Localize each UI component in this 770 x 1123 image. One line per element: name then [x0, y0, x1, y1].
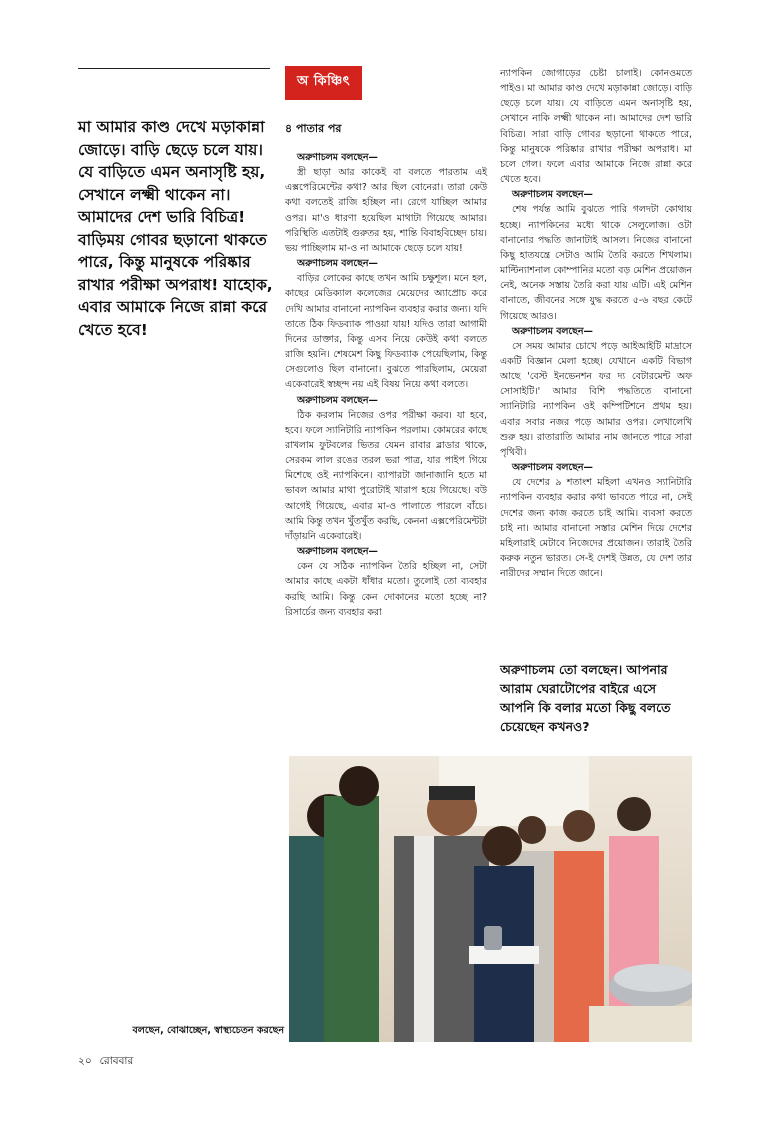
speaker-label: অরুণাচলম বলছেন—	[297, 546, 378, 558]
article-paragraph: শেষ পর্যন্ত আমি বুঝতে পারি গলদটা কোথায় হচ্ছে। ন্যাপকিনের মধ্যে থাকে সেলুলোজ। ওটা বানানোর পদ্ধতি জানাটাই আসল। নিজের বানানো কিছু হাতযন্ত্রে সেটাও আমি তৈরি করতে শিখলাম। মাল্টিন্যাশনাল কোম্পানির মতো বড় মেশিন প্রয়োজন নেই, অনেক সস্তায় তৈরি করা যায় এটি। এই মেশিন বানাতে, জীবনের সঙ্গে যুদ্ধ করতে ৫-৬ বছর কেটে গিয়েছে আরও।	[500, 204, 692, 322]
article-column-2	[500, 66, 692, 581]
speaker-label: অরুণাচলম বলছেন—	[297, 394, 378, 406]
publication-name: রোববার	[99, 1055, 134, 1067]
article-column-1	[285, 150, 487, 620]
speaker-label: অরুণাচলম বলছেন—	[297, 258, 378, 270]
speaker-label: অরুণাচলম বলছেন—	[297, 152, 378, 163]
pull-quote: মা আমার কাণ্ড দেখে মড়াকান্না জোড়ে। বাড়ি ছেড়ে চলে যায়। যে বাড়িতে এমন অনাসৃষ্টি হয়, সেখানে লক্ষ্মী থাকেন না। আমাদের দেশ ভারি বিচিত্র! বাড়িময় গোবর ছড়ানো থাকতে পারে, কিন্তু মানুষকে পরিষ্কার রাখার পরীক্ষা অপরাধ! যাহোক, এবার আমাকে নিজে রান্না করে খেতে হবে!	[78, 118, 273, 339]
continued-from-label: ৪ পাতার পর	[285, 122, 342, 135]
speaker-label: অরুণাচলম বলছেন—	[512, 462, 593, 474]
closing-question: অরুণাচলম তো বলছেন। আপনার আরাম ঘেরাটোপের বাইরে এসে আপনি কি বলার মতো কিছু বলতে চেয়েছেন কখনও?	[500, 662, 671, 734]
article-paragraph: বাড়ির লোকের কাছে তখন আমি চক্ষুশূল। মনে হল, কাছের মেডিক্যাল কলেজের মেয়েদের অ্যাপ্রোচ করে দেখি আমার বানানো ন্যাপকিন ব্যবহার করার জন্য। যদি তাতে ঠিক ফিডব্যাক পাওয়া যায়! যদিও তারা আগামী দিনের ডাক্তার, কিন্তু এসব নিয়ে কেউই কথা বলতে রাজি হয়নি। শেষমেশ কিছু ফিডব্যাক পেয়েছিলাম, কিন্তু সেগুলোও ছিল বানানো। বুঝতে পারছিলাম, মেয়েরা একেবারেই স্বচ্ছন্দ নয় এই বিষয় নিয়ে কথা বলতে।	[285, 273, 487, 391]
page-folio	[78, 1054, 141, 1071]
article-paragraph: স্ত্রী ছাড়া আর কাকেই বা বলতে পারতাম এই এক্সপেরিমেন্টের কথা? আর ছিল বোনেরা। তারা কেউ কথা বলতেই রাজি হচ্ছিল না। রেগে যাচ্ছিল আমার ওপর। মা'ও ধারণা হয়েছিল মাথাটা গিয়েছে আমার। পরিস্থিতি এতটাই গুরুতর হয়, শান্তি বিবাহবিচ্ছেদ চায়। ভয় পাচ্ছিলাম মা-ও না আমাকে ছেড়ে চলে যায়!	[285, 167, 487, 254]
article-photo	[289, 756, 692, 1042]
section-tag: অ কিঞ্চিৎ	[285, 66, 362, 100]
article-paragraph: ঠিক করলাম নিজের ওপর পরীক্ষা করব। যা হবে, হবে। ফলে স্যানিটারি ন্যাপকিন পরলাম। কোমরের কাছে রাখলাম ফুটবলের ভিতর যেমন রাবার ব্লাডার থাকে, সেরকম লাল রঙের তরল ভরা পাত্র, যার পাইপ গিয়ে মিশেছে ওই ন্যাপকিনে। ব্যাপারটা জানাজানি হতে মা ভাবল আমার মাথা পুরোটাই খারাপ হয়ে গিয়েছে। বউ আগেই গিয়েছে, এবার মা-ও পালাতে পারলে বাঁচে। আমি কিন্তু তখন খুঁতখুঁত করছি, কেননা এক্সপেরিমেন্টটা দাঁড়ায়নি একেবারেই।	[285, 409, 487, 542]
article-paragraph: যে দেশের ৯ শতাংশ মহিলা এখনও স্যানিটারি ন্যাপকিন ব্যবহার করার কথা ভাবতে পারে না, সেই দেশের জন্য কাজ করতে চাই আমি। ব্যবসা করতে চাই না। আমার বানানো সস্তার মেশিন দিয়ে দেশের মহিলারাই মেটাবে নিজেদের প্রয়োজন। তারাই তৈরি করুক নতুন ভারত। সে-ই দেশই উন্নত, যে দেশ তার নারীদের সম্মান দিতে জানে।	[500, 477, 692, 580]
photo-caption: বলছেন, বোঝাচ্ছেন, স্বাস্থ্যচেতন করছেন	[132, 1025, 284, 1036]
top-rule	[78, 68, 270, 69]
article-paragraph: কেন যে সঠিক ন্যাপকিন তৈরি হচ্ছিল না, সেটা আমার কাছে একটা ধাঁধার মতো। তুলোই তো ব্যবহার করছি আমি। কিন্তু কেন দোকানের মতো হচ্ছে না? রিসার্চের জন্য ব্যবহার করা	[285, 561, 487, 618]
article-paragraph: সে সময় আমার চোখে পড়ে আইআইটি মাদ্রাসে একটি বিজ্ঞান মেলা হচ্ছে। যেখানে একটি বিভাগ আছে 'বেস্ট ইনভেনশন ফর দ্য বেটারমেন্ট অফ সোসাইটি।' আমার বিশি পদ্ধতিতে বানানো স্যানিটারি ন্যাপকিন ওই কম্পিটিশনে প্রথম হয়। এবার সবার নজর পড়ে আমার ওপর। লেখালেখি শুরু হয়। রাতারাতি আমার নাম জানতে পারে সারা পৃথিবী।	[500, 340, 692, 458]
speaker-label: অরুণাচলম বলছেন—	[512, 325, 593, 337]
page-number: ২০	[78, 1055, 92, 1067]
speaker-label: অরুণাচলম বলছেন—	[512, 189, 593, 201]
article-paragraph: ন্যাপকিন জোগাড়ের চেষ্টা চালাই। কোনওমতে পাইও। মা আমার কাণ্ড দেখে মড়াকান্না জোড়ে। বাড়ি ছেড়ে চলে যায়। যে বাড়িতে এমন অনাসৃষ্টি হয়, সেখানে নাকি লক্ষ্মী থাকেন না। আমাদের দেশ ভারি বিচিত্র। সারা বাড়ি গোবর ছড়ানো থাকতে পারে, কিন্তু মানুষকে পরিষ্কার রাখার পরীক্ষা অপরাধ। মা চলে গেল। ফলে এবার আমাকে নিজে রান্না করে খেতে হবে।	[500, 68, 692, 186]
